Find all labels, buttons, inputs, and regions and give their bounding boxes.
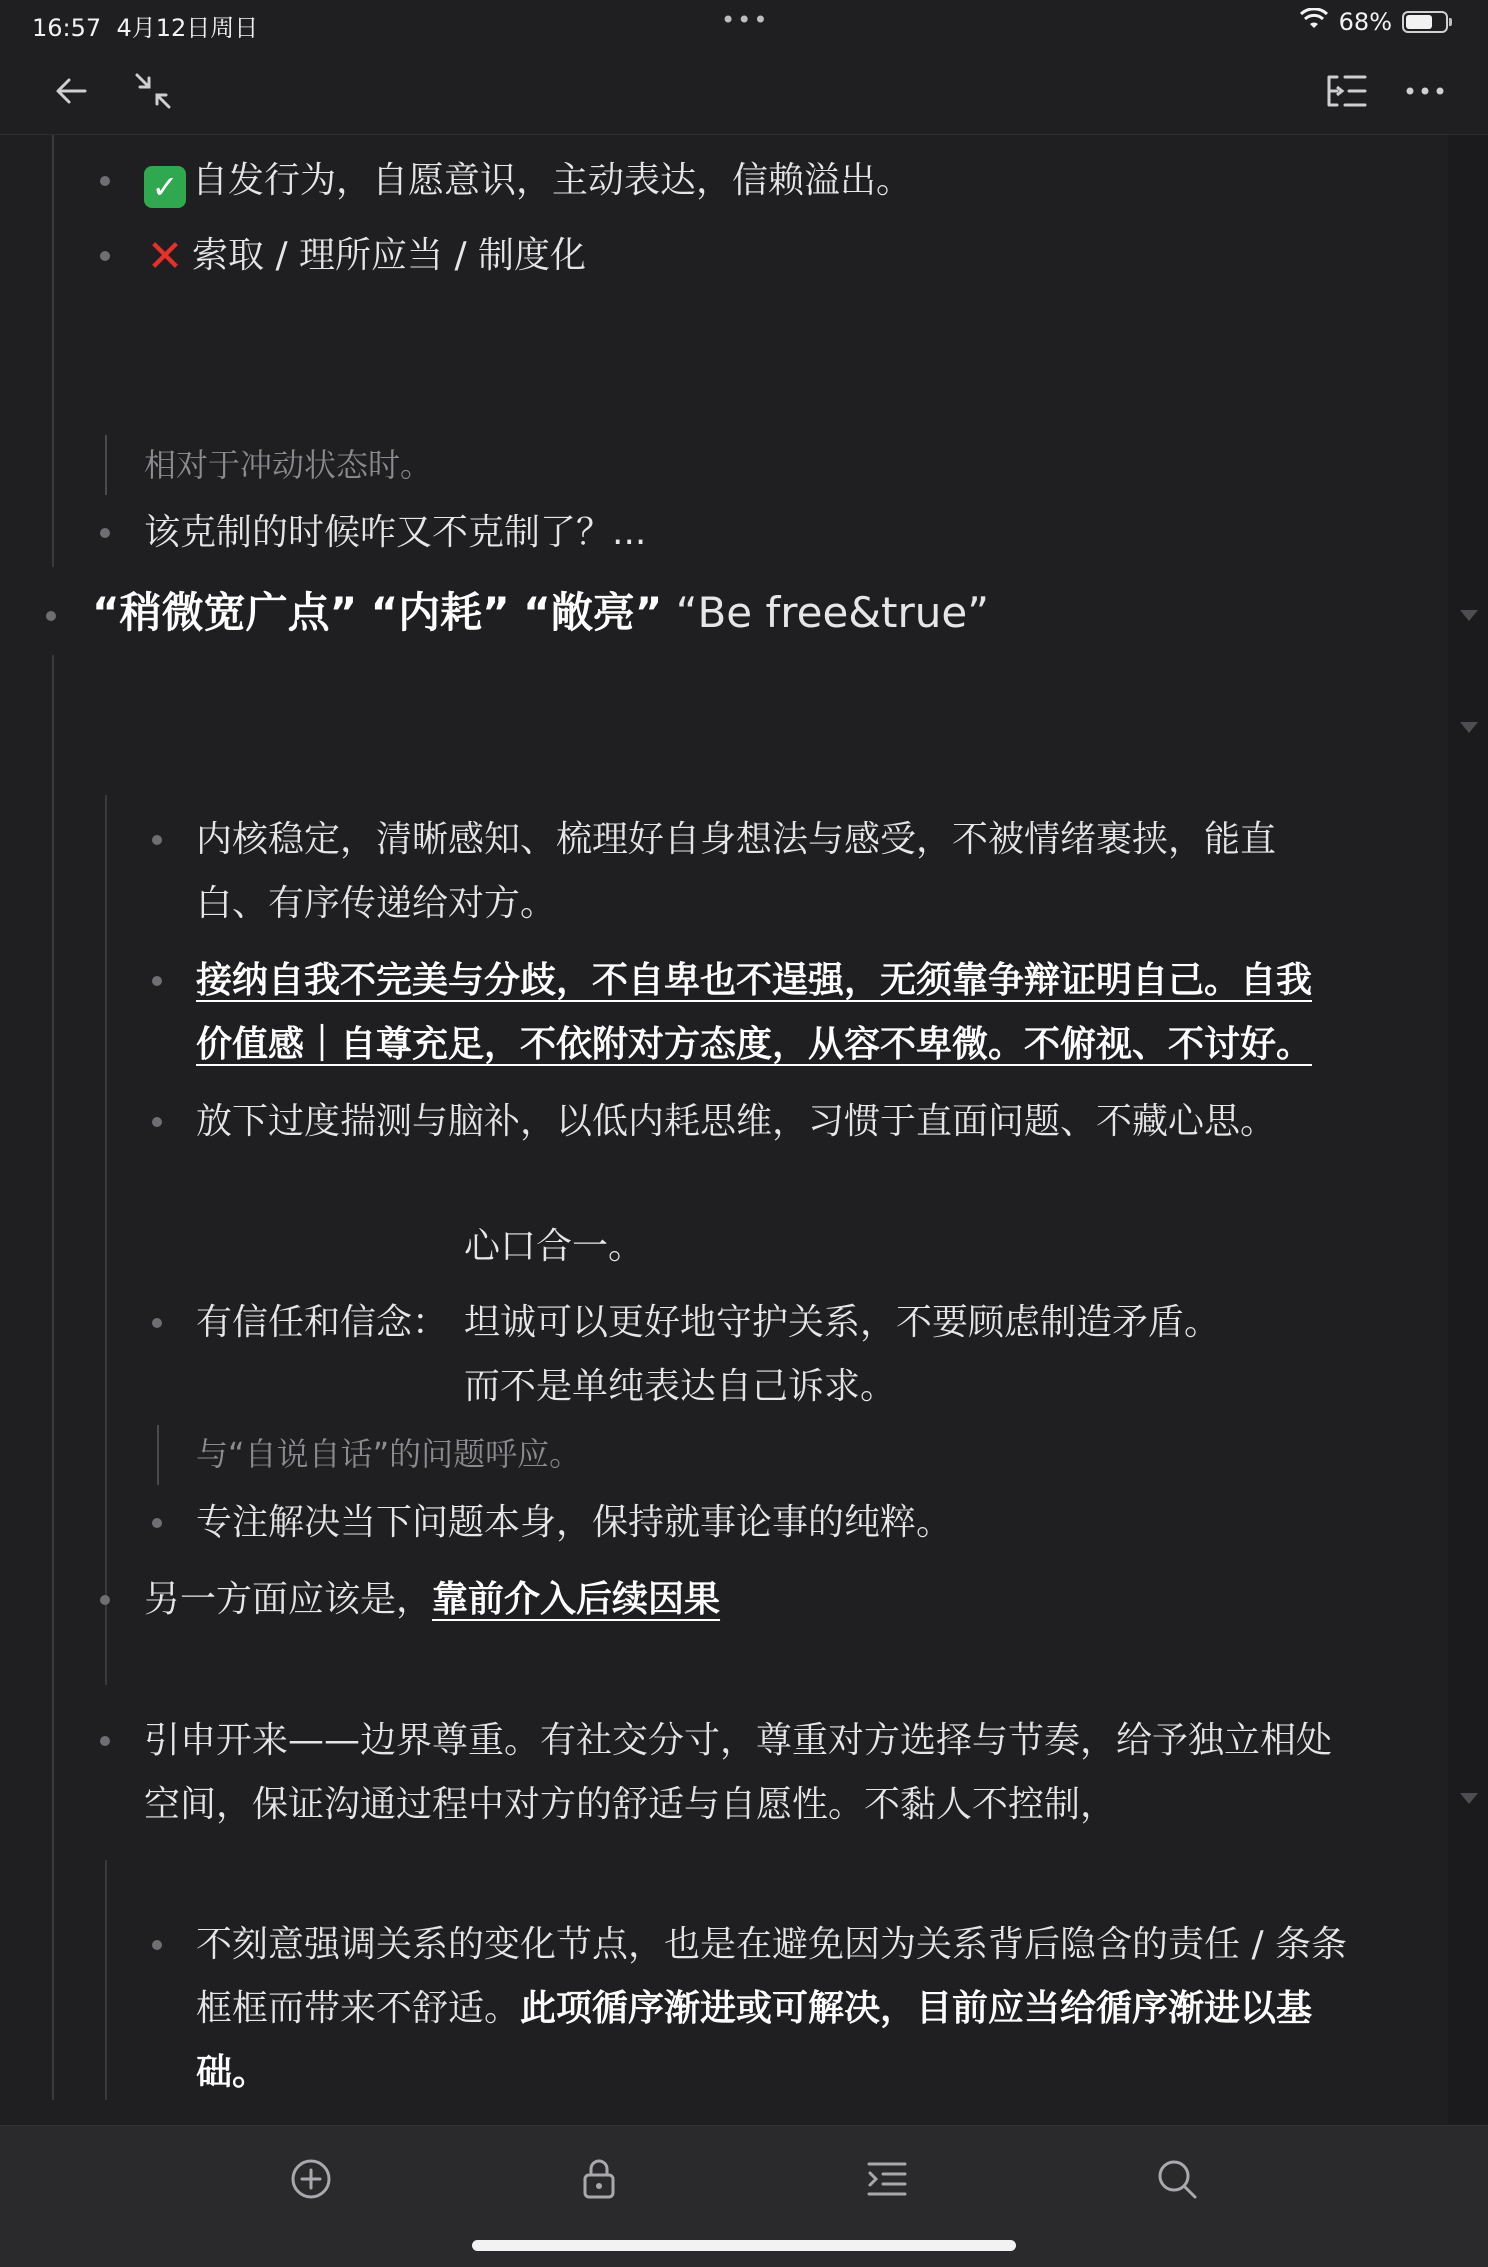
bullet <box>100 1595 110 1605</box>
wifi-icon <box>1299 8 1329 36</box>
home-indicator[interactable] <box>472 2240 1016 2251</box>
bullet <box>152 976 162 986</box>
indent-guide <box>52 655 54 2100</box>
list-item-text: 索取 / 理所应当 / 制度化 <box>192 235 587 276</box>
indent-guide <box>105 795 107 1685</box>
lock-icon[interactable] <box>572 2152 626 2206</box>
bullet <box>152 1117 162 1127</box>
status-bar <box>0 0 1488 48</box>
battery-icon <box>1402 11 1448 33</box>
heading-part: “敞亮” <box>523 588 663 637</box>
bullet <box>46 611 56 621</box>
bullet <box>100 528 110 538</box>
fold-caret-icon[interactable] <box>1460 610 1478 621</box>
quote-text[interactable]: 与“自说自话”的问题呼应。 <box>196 1435 582 1473</box>
bullet <box>152 835 162 845</box>
more-horizontal-icon[interactable] <box>1398 64 1452 118</box>
fold-caret-icon[interactable] <box>1460 1793 1478 1804</box>
indent-guide <box>52 135 54 567</box>
fold-gutter <box>1448 135 1488 2125</box>
bullet <box>100 1736 110 1746</box>
list-item-line[interactable]: 放下过度揣测与脑补，以低内耗思维，习惯于直面问题、不藏心思。 <box>196 1101 1277 1142</box>
collapse-arrows-icon[interactable] <box>126 64 180 118</box>
bullet <box>100 251 110 261</box>
plus-circle-icon[interactable] <box>284 2152 338 2206</box>
quote-bar <box>157 1425 159 1485</box>
indent-guide <box>105 1860 107 2100</box>
list-item-line[interactable]: 价值感｜自尊充足，不依附对方态度，从容不卑微。不俯视、不讨好。 <box>196 1024 1313 1065</box>
status-time: 16:57 <box>32 14 102 42</box>
list-item-text: 自发行为，自愿意识，主动表达，信赖溢出。 <box>192 160 913 201</box>
list-item[interactable] <box>144 1568 720 1632</box>
heading-part: “稍微宽广点” <box>92 588 358 637</box>
list-item-line[interactable]: 心口合一。 <box>464 1226 645 1267</box>
list-item-text: 另一方面应该是， <box>144 1579 433 1620</box>
list-item-line[interactable]: 而不是单纯表达自己诉求。 <box>464 1366 897 1407</box>
status-date: 4月12日周日 <box>116 14 259 42</box>
bullet <box>152 1518 162 1528</box>
status-right <box>1299 8 1448 36</box>
fold-caret-icon[interactable] <box>1460 722 1478 733</box>
top-toolbar <box>0 48 1488 135</box>
heading-part: “Be free&true” <box>675 588 990 637</box>
bullet <box>100 176 110 186</box>
bold-text: 此项循序渐进或可解决，目前应当给循序渐进以基 <box>520 1988 1313 2029</box>
list-item-line[interactable]: 内核稳定，清晰感知、梳理好自身想法与感受，不被情绪裹挟，能直 <box>196 819 1277 860</box>
list-item[interactable]: 该克制的时候咋又不克制了？... <box>144 512 647 553</box>
arrow-left-icon[interactable] <box>44 64 98 118</box>
list-item-line[interactable]: 空间，保证沟通过程中对方的舒适与自愿性。不黏人不控制， <box>144 1784 1117 1825</box>
list-item-text: 框框而带来不舒适。 <box>196 1988 521 2029</box>
quote-bar <box>105 435 107 495</box>
list-item-line[interactable] <box>196 1977 1312 2041</box>
indent-list-icon[interactable] <box>860 2152 914 2206</box>
bullet <box>152 1940 162 1950</box>
heading-item[interactable] <box>92 581 989 645</box>
list-item[interactable] <box>144 224 586 289</box>
list-item-line[interactable]: 引申开来——边界尊重。有社交分寸，尊重对方选择与节奏，给予独立相处 <box>144 1720 1333 1761</box>
list-item-line[interactable]: 接纳自我不完美与分歧，不自卑也不逞强，无须靠争辩证明自己。自我 <box>196 960 1313 1001</box>
list-item-line[interactable]: 白、有序传递给对方。 <box>196 883 557 924</box>
link-text[interactable]: 靠前介入后续因果 <box>432 1579 721 1620</box>
multitask-dots[interactable]: ••• <box>721 6 770 34</box>
check-mark-icon: ✓ <box>144 166 186 208</box>
trust-label[interactable]: 有信任和信念： <box>196 1302 449 1343</box>
list-item-line[interactable]: 坦诚可以更好地守护关系，不要顾虑制造矛盾。 <box>464 1302 1221 1343</box>
list-item-line[interactable]: 专注解决当下问题本身，保持就事论事的纯粹。 <box>196 1502 953 1543</box>
document-body <box>0 135 1448 2125</box>
battery-percent: 68% <box>1338 8 1392 36</box>
quote-text[interactable]: 相对于冲动状态时。 <box>144 446 433 484</box>
list-item-line[interactable]: 不刻意强调关系的变化节点，也是在避免因为关系背后隐含的责任 / 条条 <box>196 1924 1348 1965</box>
list-item[interactable] <box>144 149 912 213</box>
heading-part: “内耗” <box>370 588 510 637</box>
status-time-date <box>32 8 258 43</box>
bullet <box>152 1318 162 1328</box>
list-item-line[interactable]: 础。 <box>196 2052 269 2093</box>
cross-mark-icon: ✕ <box>146 231 184 282</box>
outline-list-icon[interactable] <box>1320 64 1374 118</box>
search-icon[interactable] <box>1150 2152 1204 2206</box>
